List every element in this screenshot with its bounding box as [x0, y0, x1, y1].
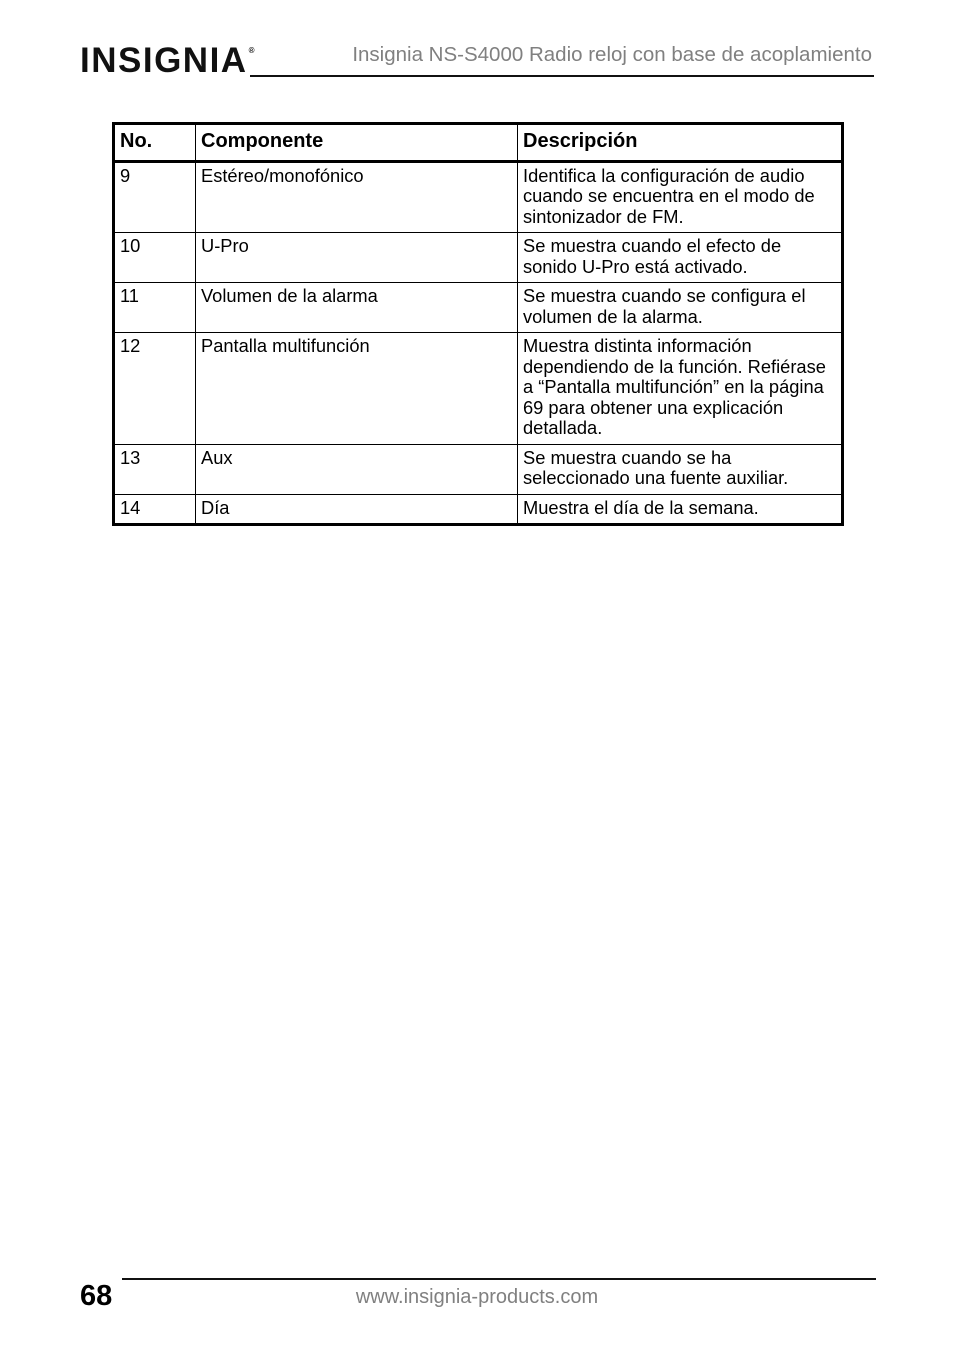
- cell-component: Estéreo/monofónico: [196, 161, 518, 233]
- table-row: [114, 283, 843, 333]
- cell-component: Día: [196, 494, 518, 525]
- cell-no: 14: [114, 494, 196, 525]
- table-row: [114, 161, 843, 233]
- column-header-component: Componente: [196, 124, 518, 162]
- column-header-no: No.: [114, 124, 196, 162]
- table-header-row: [114, 124, 843, 162]
- footer-divider: [122, 1278, 876, 1280]
- cell-description: Identifica la configuración de audio cuando se encuentra en el modo de sintonizador de FM.: [518, 161, 843, 233]
- cell-description: Se muestra cuando se ha seleccionado una fuente auxiliar.: [518, 444, 843, 494]
- registered-mark: ®: [248, 46, 256, 55]
- logo-text: INSIGNIA: [80, 41, 248, 80]
- cell-component: Aux: [196, 444, 518, 494]
- cell-no: 9: [114, 161, 196, 233]
- table-row: [114, 233, 843, 283]
- cell-no: 11: [114, 283, 196, 333]
- footer-url: www.insignia-products.com: [355, 1286, 599, 1308]
- table-row: [114, 494, 843, 525]
- cell-no: 10: [114, 233, 196, 283]
- header-divider: [250, 75, 874, 77]
- component-table: [112, 122, 844, 526]
- cell-description: Se muestra cuando se configura el volumen de la alarma.: [518, 283, 843, 333]
- page-header-title: Insignia NS-S4000 Radio reloj con base de acoplamiento: [352, 43, 872, 66]
- insignia-logo: [80, 38, 256, 84]
- cell-component: Pantalla multifunción: [196, 333, 518, 445]
- column-header-description: Descripción: [518, 124, 843, 162]
- table-row: [114, 444, 843, 494]
- cell-no: 12: [114, 333, 196, 445]
- cell-description: Muestra distinta información dependiendo de la función. Refiérase a “Pantalla multifunción” en la página 69 para obtener una explicación detallada.: [518, 333, 843, 445]
- table-row: [114, 333, 843, 445]
- cell-component: U-Pro: [196, 233, 518, 283]
- page-number: 68: [80, 1280, 113, 1312]
- cell-no: 13: [114, 444, 196, 494]
- cell-component: Volumen de la alarma: [196, 283, 518, 333]
- cell-description: Muestra el día de la semana.: [518, 494, 843, 525]
- cell-description: Se muestra cuando el efecto de sonido U-Pro está activado.: [518, 233, 843, 283]
